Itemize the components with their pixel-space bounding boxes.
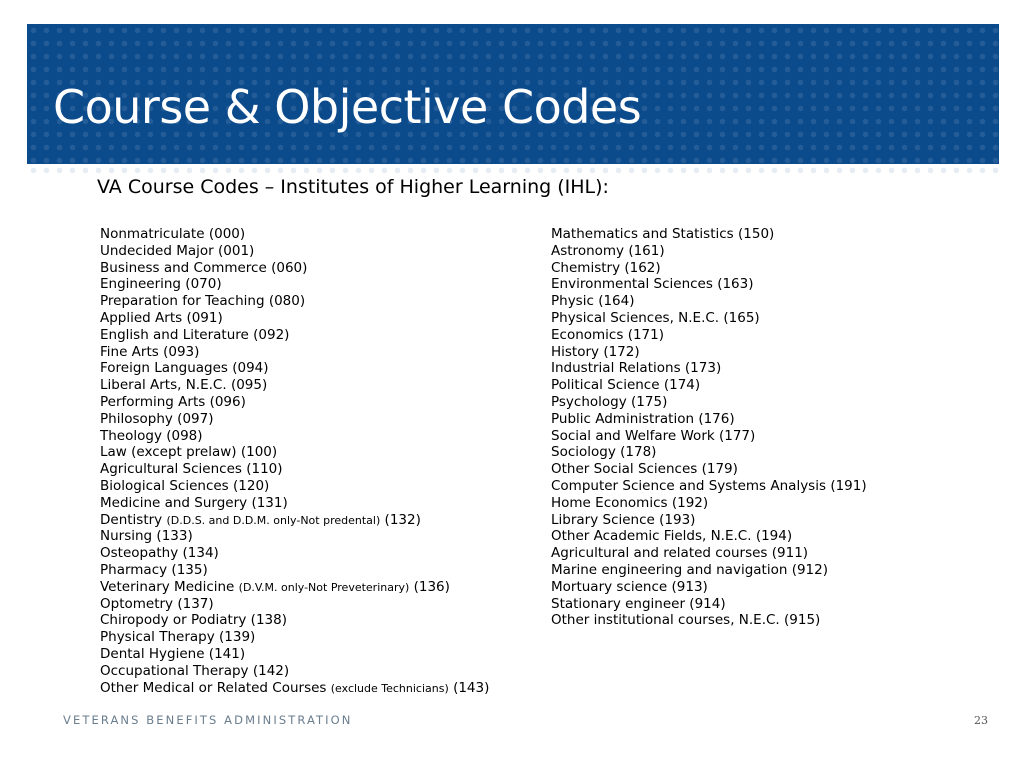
course-name: Preparation for Teaching xyxy=(100,293,265,310)
course-code: (094) xyxy=(232,360,269,377)
course-code: (133) xyxy=(156,528,193,545)
course-item xyxy=(551,495,867,512)
course-item xyxy=(551,428,867,445)
course-item xyxy=(551,327,867,344)
slide-title: Course & Objective Codes xyxy=(53,80,642,134)
course-name: Other Academic Fields, N.E.C. xyxy=(551,528,752,545)
course-code: (110) xyxy=(246,461,283,478)
course-name: Medicine and Surgery xyxy=(100,494,248,511)
course-name: Mortuary science xyxy=(551,578,668,595)
course-item xyxy=(100,512,489,529)
course-code: (097) xyxy=(177,410,214,427)
course-code: (162) xyxy=(624,259,661,276)
course-note: (D.V.M. only-Not Preveterinary) xyxy=(238,580,410,594)
course-name: Computer Science and Systems Analysis xyxy=(551,477,827,494)
course-item xyxy=(100,663,489,680)
course-item xyxy=(100,478,489,495)
course-item xyxy=(100,461,489,478)
course-code: (098) xyxy=(166,427,203,444)
course-note: (D.D.S. and D.D.M. only-Not predental) xyxy=(166,513,381,527)
course-name: Nursing xyxy=(100,528,153,545)
course-code: (096) xyxy=(209,393,246,410)
course-item xyxy=(551,377,867,394)
course-code: (150) xyxy=(738,226,775,242)
course-code: (139) xyxy=(219,629,256,646)
course-code: (000) xyxy=(208,226,246,242)
course-item xyxy=(100,444,489,461)
page-number: 23 xyxy=(974,714,988,727)
course-code: (135) xyxy=(171,561,208,578)
slide-subtitle: VA Course Codes – Institutes of Higher Learning (IHL): xyxy=(97,176,609,198)
course-name: Agricultural and related courses xyxy=(551,545,768,562)
course-code: (141) xyxy=(208,645,246,662)
course-code: (134) xyxy=(182,545,219,562)
course-code: (175) xyxy=(631,393,668,410)
course-code: (095) xyxy=(230,377,268,394)
course-item xyxy=(100,562,489,579)
course-name: Performing Arts xyxy=(100,393,206,410)
course-name: Other institutional courses, N.E.C. xyxy=(551,612,780,629)
course-item xyxy=(551,260,867,277)
course-item xyxy=(551,360,867,377)
course-code: (193) xyxy=(659,511,696,528)
course-code: (164) xyxy=(598,293,635,310)
course-name: Dental Hygiene xyxy=(100,645,205,662)
course-name: History xyxy=(551,343,600,360)
course-item xyxy=(551,545,867,562)
course-code: (178) xyxy=(620,444,657,461)
course-name: English and Literature xyxy=(100,326,249,343)
course-item xyxy=(100,528,489,545)
course-name: Industrial Relations xyxy=(551,360,681,377)
course-code: (165) xyxy=(723,309,760,326)
course-code: (132) xyxy=(384,511,421,528)
course-name: Mathematics and Statistics xyxy=(551,226,734,242)
course-name: Public Administration xyxy=(551,410,695,427)
course-name: Psychology xyxy=(551,393,627,410)
course-code: (915) xyxy=(784,612,821,629)
course-code: (131) xyxy=(251,494,288,511)
course-code: (163) xyxy=(717,276,754,293)
course-name: Philosophy xyxy=(100,410,173,427)
course-code: (070) xyxy=(185,276,222,293)
course-item xyxy=(551,579,867,596)
course-name: Economics xyxy=(551,326,624,343)
course-name: Social and Welfare Work xyxy=(551,427,715,444)
course-item xyxy=(551,344,867,361)
course-code: (060) xyxy=(271,259,308,276)
course-item xyxy=(551,411,867,428)
course-item xyxy=(100,680,489,697)
course-item xyxy=(551,226,867,243)
course-name: Physical Therapy xyxy=(100,629,215,646)
course-code: (120) xyxy=(233,477,270,494)
course-list-right xyxy=(551,226,867,629)
course-item xyxy=(100,293,489,310)
course-name: Fine Arts xyxy=(100,343,159,360)
course-code: (172) xyxy=(603,343,640,360)
course-name: Liberal Arts, N.E.C. xyxy=(100,377,227,394)
course-code: (194) xyxy=(755,528,793,545)
course-name: Theology xyxy=(100,427,162,444)
course-name: Environmental Sciences xyxy=(551,276,713,293)
course-item xyxy=(551,310,867,327)
course-item xyxy=(100,394,489,411)
course-code: (143) xyxy=(453,679,490,696)
course-item xyxy=(100,428,489,445)
course-name: Osteopathy xyxy=(100,545,179,562)
course-code: (001) xyxy=(218,242,255,259)
course-name: Occupational Therapy xyxy=(100,662,249,679)
course-item xyxy=(551,562,867,579)
course-item xyxy=(551,243,867,260)
course-item xyxy=(551,444,867,461)
course-code: (138) xyxy=(250,612,287,629)
course-name: Astronomy xyxy=(551,242,625,259)
course-code: (092) xyxy=(253,326,290,343)
course-name: Physical Sciences, N.E.C. xyxy=(551,309,720,326)
course-item xyxy=(100,411,489,428)
course-item xyxy=(100,360,489,377)
course-code: (080) xyxy=(268,293,306,310)
course-code: (191) xyxy=(830,477,867,494)
course-code: (161) xyxy=(628,242,665,259)
course-list-left xyxy=(100,226,489,696)
course-code: (093) xyxy=(163,343,200,360)
course-item xyxy=(551,276,867,293)
course-name: Nonmatriculate xyxy=(100,226,205,242)
course-item xyxy=(100,344,489,361)
course-code: (142) xyxy=(252,662,290,679)
course-code: (913) xyxy=(671,578,708,595)
course-name: Engineering xyxy=(100,276,181,293)
course-name: Physic xyxy=(551,293,594,310)
course-item xyxy=(100,310,489,327)
course-item xyxy=(100,327,489,344)
course-item xyxy=(100,646,489,663)
course-item xyxy=(551,528,867,545)
course-code: (177) xyxy=(718,427,756,444)
course-item xyxy=(100,377,489,394)
course-name: Sociology xyxy=(551,444,616,461)
course-name: Foreign Languages xyxy=(100,360,228,377)
course-item xyxy=(551,461,867,478)
course-name: Law (except prelaw) xyxy=(100,444,237,461)
course-item xyxy=(100,226,489,243)
course-name: Library Science xyxy=(551,511,655,528)
course-item xyxy=(100,545,489,562)
course-item xyxy=(100,579,489,596)
course-name: Marine engineering and navigation xyxy=(551,561,788,578)
course-name: Stationary engineer xyxy=(551,595,685,612)
course-name: Business and Commerce xyxy=(100,259,267,276)
footer-organization: VETERANS BENEFITS ADMINISTRATION xyxy=(63,713,353,727)
course-item xyxy=(100,612,489,629)
course-name: Biological Sciences xyxy=(100,477,229,494)
course-item xyxy=(100,596,489,613)
course-name: Other Medical or Related Courses xyxy=(100,679,327,696)
course-item xyxy=(551,612,867,629)
course-item xyxy=(100,495,489,512)
course-item xyxy=(100,260,489,277)
course-code: (171) xyxy=(627,326,664,343)
course-code: (091) xyxy=(186,309,223,326)
course-code: (912) xyxy=(791,561,829,578)
course-name: Pharmacy xyxy=(100,561,168,578)
course-code: (100) xyxy=(240,444,278,461)
course-item xyxy=(100,243,489,260)
course-item xyxy=(100,276,489,293)
course-code: (911) xyxy=(771,545,809,562)
course-item xyxy=(551,478,867,495)
course-name: Dentistry xyxy=(100,511,163,528)
course-code: (173) xyxy=(684,360,722,377)
course-name: Home Economics xyxy=(551,494,668,511)
course-name: Veterinary Medicine xyxy=(100,578,235,595)
course-name: Agricultural Sciences xyxy=(100,461,242,478)
course-item xyxy=(551,293,867,310)
course-name: Applied Arts xyxy=(100,309,183,326)
course-item xyxy=(551,512,867,529)
course-name: Undecided Major xyxy=(100,242,214,259)
course-item xyxy=(551,596,867,613)
course-code: (176) xyxy=(698,410,735,427)
course-item xyxy=(100,629,489,646)
course-name: Optometry xyxy=(100,595,174,612)
course-note: (exclude Technicians) xyxy=(330,681,449,695)
course-name: Political Science xyxy=(551,377,660,394)
course-name: Other Social Sciences xyxy=(551,461,698,478)
banner-stripe xyxy=(27,164,999,176)
course-code: (192) xyxy=(671,494,709,511)
course-name: Chiropody or Podiatry xyxy=(100,612,247,629)
course-code: (179) xyxy=(701,461,738,478)
course-code: (914) xyxy=(689,595,726,612)
course-code: (136) xyxy=(413,578,450,595)
course-item xyxy=(551,394,867,411)
course-code: (137) xyxy=(177,595,214,612)
course-code: (174) xyxy=(663,377,701,394)
course-name: Chemistry xyxy=(551,259,621,276)
